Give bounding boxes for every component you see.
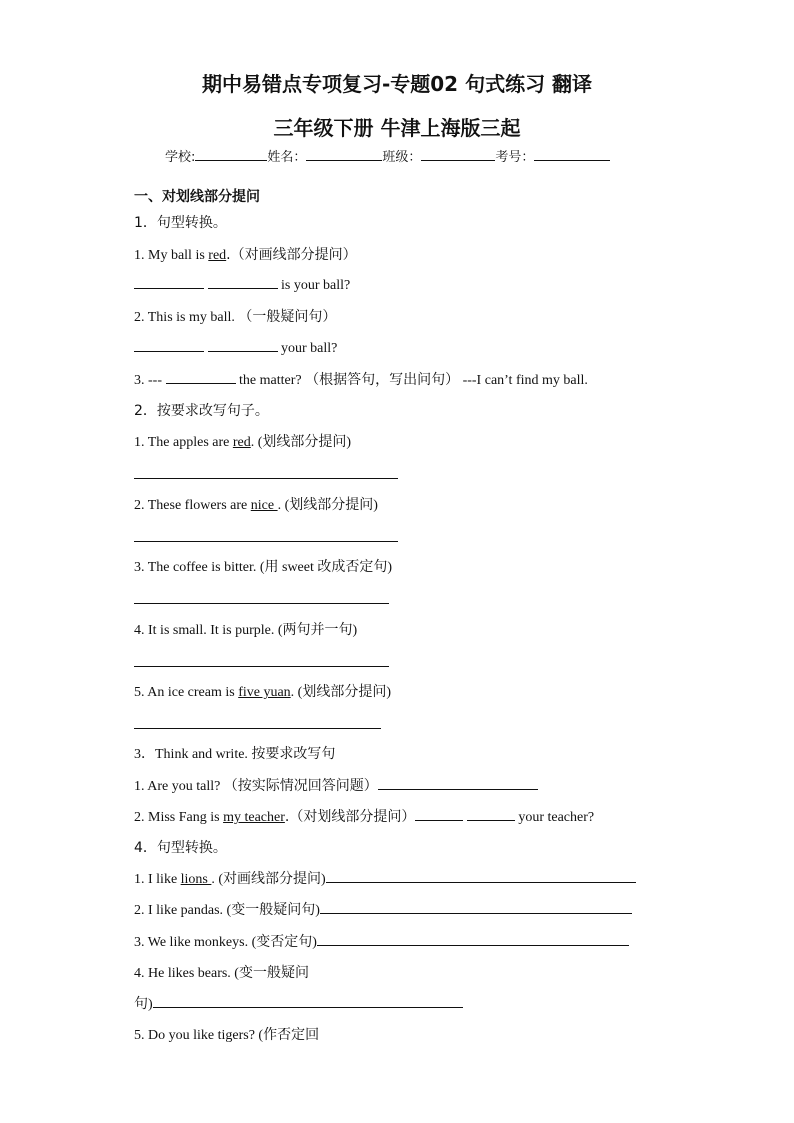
question-text: 4. It is small. It is purple. (两句并一句) xyxy=(134,623,358,638)
answer-blank[interactable] xyxy=(378,776,538,790)
section-heading: 一、对划线部分提问 xyxy=(134,189,260,205)
question-4-3 xyxy=(134,931,629,951)
question-text: 1. The apples are xyxy=(134,435,233,450)
part-title: 4．句型转换。 xyxy=(134,840,227,856)
question-2-3 xyxy=(134,556,392,576)
worksheet-subtitle: 三年级下册 牛津上海版三起 xyxy=(273,116,521,140)
school-label: 学校: xyxy=(165,150,196,165)
question-text: 3. We like monkeys. (变否定句) xyxy=(134,935,317,950)
answer-blank[interactable] xyxy=(317,932,629,946)
question-3-2 xyxy=(134,806,594,826)
answer-blank[interactable] xyxy=(415,807,463,821)
answer-rule[interactable] xyxy=(134,728,381,729)
question-4-2 xyxy=(134,899,632,919)
answer-line-1-1 xyxy=(134,275,350,294)
underlined-word: red xyxy=(208,248,227,263)
question-instruction: .（对划线部分提问） xyxy=(284,809,416,825)
question-text: 2. Miss Fang is xyxy=(134,810,224,825)
question-text: 3. The coffee is bitter. (用 sweet 改成否定句) xyxy=(134,560,393,575)
question-text: 2. I like pandas. (变一般疑问句) xyxy=(134,903,320,918)
name-label: 姓名： xyxy=(267,150,307,165)
question-2-1 xyxy=(134,431,351,451)
answer-blank[interactable] xyxy=(467,807,515,821)
answer-rule[interactable] xyxy=(134,541,398,542)
question-text: 1. Are you tall? （按实际情况回答问题） xyxy=(134,779,378,794)
answer-blank[interactable] xyxy=(326,869,636,883)
student-info-row xyxy=(165,146,610,165)
part-title: 1．句型转换。 xyxy=(134,215,227,231)
answer-blank[interactable] xyxy=(153,994,463,1008)
answer-text: your teacher? xyxy=(514,810,595,825)
question-instruction: . (对画线部分提问) xyxy=(211,872,326,887)
question-1-2 xyxy=(134,306,336,326)
underlined-word: lions xyxy=(180,872,212,887)
underlined-word: red xyxy=(232,435,251,450)
answer-blank[interactable] xyxy=(208,275,278,289)
question-text: 句) xyxy=(134,997,153,1012)
question-4-1 xyxy=(134,868,636,888)
question-1-3 xyxy=(134,369,588,389)
answer-line-1-2 xyxy=(134,338,337,357)
name-blank[interactable] xyxy=(306,148,382,161)
worksheet-title: 期中易错点专项复习-专题02 句式练习 翻译 xyxy=(201,72,593,96)
underlined-word: my teacher xyxy=(223,810,285,825)
question-instruction: the matter? （根据答句，写出问句） ---I can’t find my ball. xyxy=(235,373,588,388)
question-text: 3. --- xyxy=(134,373,166,388)
answer-blank[interactable] xyxy=(166,370,236,384)
answer-blank[interactable] xyxy=(134,338,204,352)
question-1-1 xyxy=(134,244,357,264)
question-text: 2. These flowers are xyxy=(134,498,251,513)
answer-blank[interactable] xyxy=(134,275,204,289)
answer-blank[interactable] xyxy=(208,338,278,352)
question-2-5 xyxy=(134,681,391,701)
part-title: 3．Think and write. 按要求改写句 xyxy=(134,747,336,762)
school-blank[interactable] xyxy=(195,148,267,161)
question-text: 5. Do you like tigers? (作否定回 xyxy=(134,1028,320,1043)
class-label: 班级： xyxy=(382,150,422,165)
answer-text: your ball? xyxy=(277,341,338,356)
question-instruction: . (划线部分提问) xyxy=(277,498,378,513)
question-3-1 xyxy=(134,775,538,795)
exam-no-label: 考号： xyxy=(495,150,535,165)
answer-rule[interactable] xyxy=(134,478,398,479)
question-text: 5. An ice cream is xyxy=(134,685,239,700)
question-text: 4. He likes bears. (变一般疑问 xyxy=(134,966,309,981)
underlined-word: nice xyxy=(250,498,278,513)
question-instruction: .（对画线部分提问） xyxy=(226,247,357,263)
question-text: 1. I like xyxy=(134,872,181,887)
question-4-4-cont xyxy=(134,993,463,1013)
question-4-5 xyxy=(134,1024,319,1044)
question-text: 1. My ball is xyxy=(134,248,209,263)
exam-no-blank[interactable] xyxy=(534,148,610,161)
answer-blank[interactable] xyxy=(320,900,632,914)
question-text: 2. This is my ball. （一般疑问句） xyxy=(134,310,337,325)
underlined-word: five yuan xyxy=(238,685,291,700)
answer-rule[interactable] xyxy=(134,666,389,667)
class-blank[interactable] xyxy=(421,148,495,161)
question-2-4 xyxy=(134,619,357,639)
answer-rule[interactable] xyxy=(134,603,389,604)
question-instruction: . (划线部分提问) xyxy=(250,435,352,450)
question-instruction: . (划线部分提问) xyxy=(290,685,391,700)
question-2-2 xyxy=(134,494,378,514)
part-title: 2．按要求改写句子。 xyxy=(134,403,269,419)
question-4-4 xyxy=(134,962,309,982)
answer-text: is your ball? xyxy=(277,278,351,293)
